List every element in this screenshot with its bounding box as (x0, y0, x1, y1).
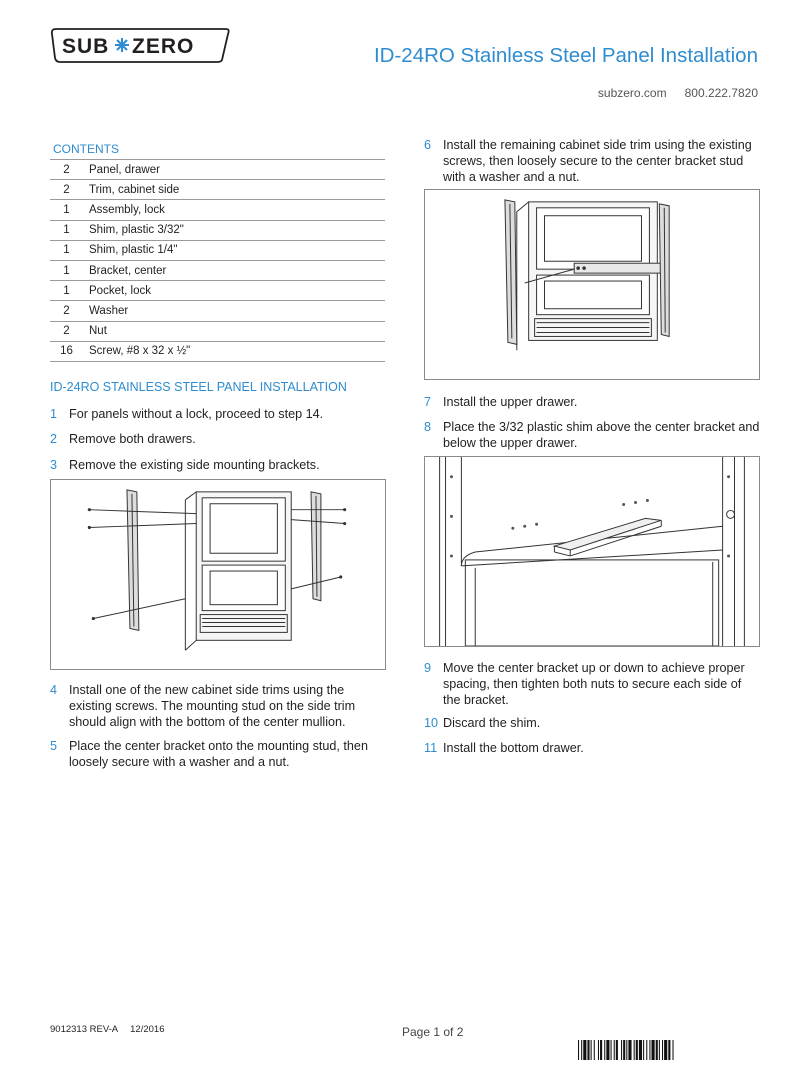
step-11 (424, 740, 760, 756)
barcode-bar (598, 1040, 599, 1060)
qty-cell: 2 (50, 321, 87, 341)
barcode-bar (591, 1040, 592, 1060)
barcode (578, 1040, 758, 1060)
contact-line (598, 86, 758, 100)
barcode-bar (664, 1040, 667, 1060)
barcode-bar (673, 1040, 674, 1060)
desc-cell: Shim, plastic 1/4" (87, 240, 385, 260)
step-number: 5 (50, 739, 58, 753)
barcode-bar (652, 1040, 655, 1060)
qty-cell: 16 (50, 341, 87, 361)
step-text: Discard the shim. (443, 716, 541, 730)
desc-cell: Bracket, center (87, 260, 385, 280)
step-text: Place the 3/32 plastic shim above the center bracket and below the upper drawer. (443, 420, 760, 450)
step-number: 6 (424, 138, 432, 152)
barcode-bar (600, 1040, 602, 1060)
table-row (50, 301, 385, 321)
step-text: Move the center bracket up or down to achieve proper spacing, then tighten both nuts to secure each side of the bracket. (443, 661, 745, 707)
desc-cell: Shim, plastic 3/32" (87, 220, 385, 240)
step-2 (50, 431, 386, 447)
desc-cell: Screw, #8 x 32 x ½" (87, 341, 385, 361)
barcode-bar (581, 1040, 582, 1060)
desc-cell: Trim, cabinet side (87, 180, 385, 200)
barcode-bar (626, 1040, 627, 1060)
document-title: ID-24RO Stainless Steel Panel Installation (373, 44, 758, 67)
step-text: Install the remaining cabinet side trim using the existing screws, then loosely secure to the center bracket stud with a washer and a nut. (443, 138, 752, 184)
table-row (50, 160, 385, 180)
step-number: 3 (50, 458, 58, 472)
step-9 (424, 660, 760, 708)
barcode-bar (587, 1040, 589, 1060)
step-number: 2 (50, 432, 58, 446)
qty-cell: 2 (50, 301, 87, 321)
barcode-bar (628, 1040, 631, 1060)
step-4 (50, 682, 386, 730)
step-text: Remove both drawers. (69, 432, 196, 446)
phone-number: 800.222.7820 (684, 86, 758, 100)
figure-place-shim (424, 456, 760, 647)
step-number: 7 (424, 395, 432, 409)
qty-cell: 1 (50, 260, 87, 280)
table-row (50, 321, 385, 341)
barcode-bar (621, 1040, 622, 1060)
step-1 (50, 406, 386, 422)
barcode-bar (634, 1040, 635, 1060)
barcode-bar (646, 1040, 647, 1060)
contents-heading: CONTENTS (53, 142, 119, 156)
step-5 (50, 738, 386, 770)
step-text: Place the center bracket onto the mounting stud, then loosely secure with a washer and a nut. (69, 739, 368, 769)
step-number: 4 (50, 683, 58, 697)
barcode-bar (639, 1040, 642, 1060)
barcode-bar (606, 1040, 609, 1060)
step-text: Install the upper drawer. (443, 395, 578, 409)
barcode-bar (616, 1040, 618, 1060)
step-10 (424, 715, 760, 731)
desc-cell: Assembly, lock (87, 200, 385, 220)
step-text: Install the bottom drawer. (443, 741, 584, 755)
barcode-bar (623, 1040, 625, 1060)
qty-cell: 2 (50, 180, 87, 200)
barcode-bar (659, 1040, 660, 1060)
qty-cell: 1 (50, 240, 87, 260)
barcode-bar (604, 1040, 605, 1060)
step-6 (424, 137, 760, 185)
step-text: Install one of the new cabinet side trims using the existing screws. The mounting stud on the side trim should align with the bottom of the center mullion. (69, 683, 356, 729)
contents-table (50, 159, 385, 362)
barcode-bar (643, 1040, 644, 1060)
step-8 (424, 419, 760, 451)
qty-cell: 2 (50, 160, 87, 180)
qty-cell: 1 (50, 281, 87, 301)
step-number: 9 (424, 661, 432, 675)
barcode-bar (614, 1040, 615, 1060)
figure-install-trim (424, 189, 760, 380)
barcode-bar (594, 1040, 595, 1060)
step-3 (50, 457, 386, 473)
desc-cell: Panel, drawer (87, 160, 385, 180)
barcode-bar (649, 1040, 650, 1060)
step-7 (424, 394, 760, 410)
barcode-bar (636, 1040, 638, 1060)
step-text: For panels without a lock, proceed to step 14. (69, 407, 324, 421)
desc-cell: Washer (87, 301, 385, 321)
table-row (50, 220, 385, 240)
table-row (50, 240, 385, 260)
barcode-bar (656, 1040, 658, 1060)
svg-text:SUB: SUB (62, 35, 110, 58)
table-row (50, 341, 385, 361)
barcode-bar (668, 1040, 670, 1060)
barcode-bar (611, 1040, 612, 1060)
website-link[interactable]: subzero.com (597, 86, 667, 100)
barcode-bar (583, 1040, 586, 1060)
step-number: 10 (424, 716, 439, 730)
figure-remove-brackets (50, 479, 386, 670)
table-row (50, 200, 385, 220)
qty-cell: 1 (50, 220, 87, 240)
table-row (50, 180, 385, 200)
document-id (50, 1024, 164, 1035)
desc-cell: Nut (87, 321, 385, 341)
barcode-bar (662, 1040, 663, 1060)
table-row (50, 260, 385, 280)
doc-date: 12/2016 (130, 1024, 165, 1035)
doc-number: 9012313 REV-A (50, 1024, 119, 1035)
step-number: 8 (424, 420, 432, 434)
page-number: Page 1 of 2 (402, 1025, 464, 1039)
sub-zero-logo (50, 26, 232, 64)
svg-text:ZERO: ZERO (132, 35, 195, 58)
barcode-bar (578, 1040, 579, 1060)
table-row (50, 281, 385, 301)
step-text: Remove the existing side mounting brackets. (69, 458, 320, 472)
snowflake-icon (115, 38, 129, 52)
step-number: 11 (424, 741, 438, 755)
installation-heading: ID-24RO STAINLESS STEEL PANEL INSTALLATION (50, 380, 347, 394)
desc-cell: Pocket, lock (87, 281, 385, 301)
qty-cell: 1 (50, 200, 87, 220)
step-number: 1 (50, 407, 58, 421)
